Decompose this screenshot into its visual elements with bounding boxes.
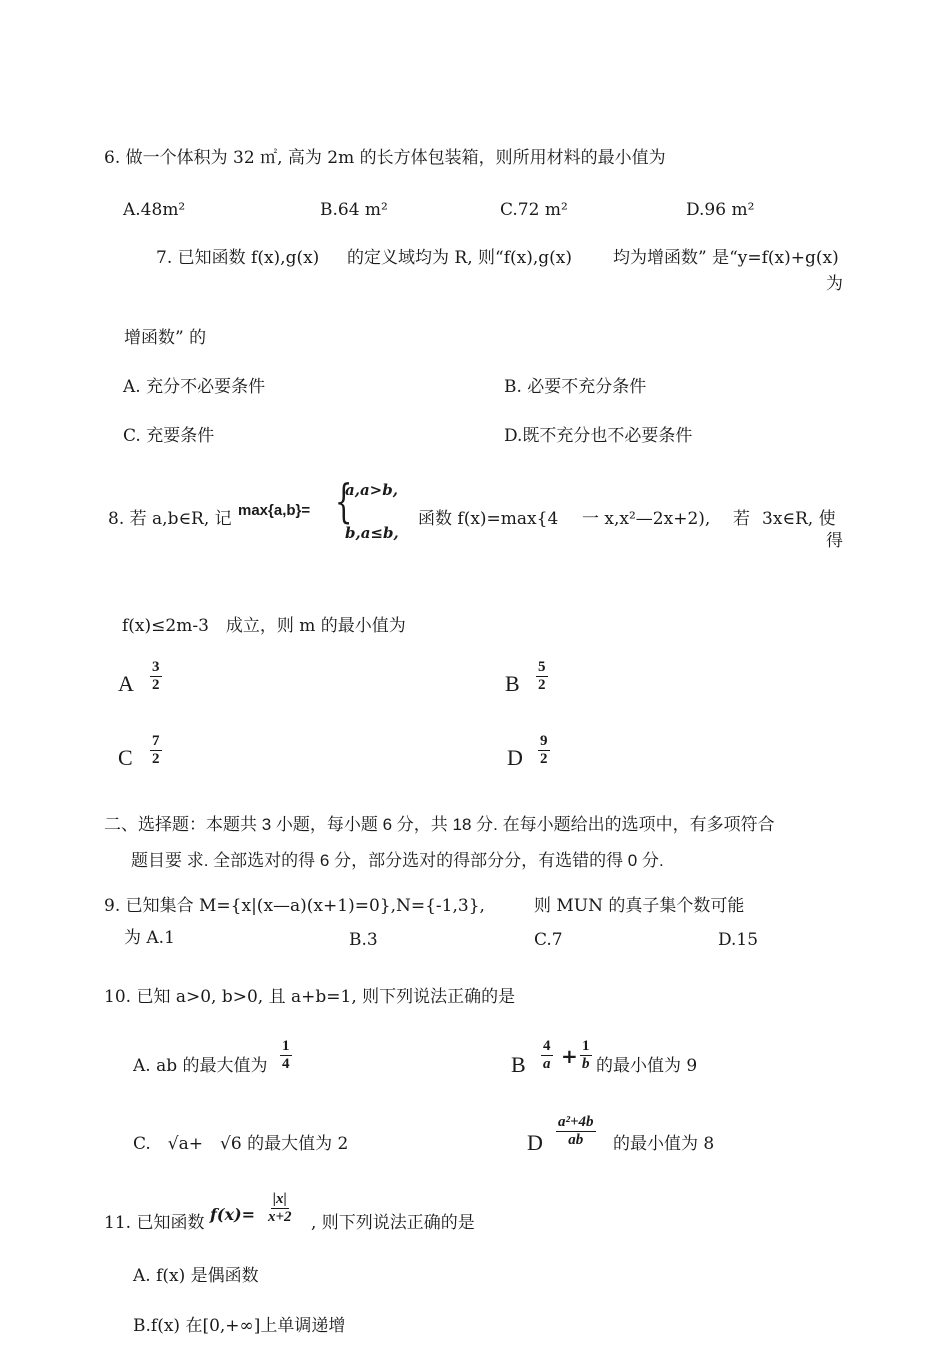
q7-option-d: D.既不充分也不必要条件 (504, 426, 693, 446)
q8-case-1: a,a>b, (345, 481, 398, 499)
section2-heading-line1: 二、选择题：本题共 3 小题，每小题 6 分，共 18 分. 在每小题给出的选项中，有多项符合 (104, 815, 775, 834)
q8-option-a-fraction (150, 660, 162, 693)
q8-option-a-num: 3 (152, 659, 160, 675)
q11-option-b: B.f(x) 在[0,+∞]上单调递增 (133, 1316, 346, 1336)
q8-option-c-letter: C (118, 745, 133, 770)
q7-stem-part5: 增函数” 的 (124, 328, 207, 348)
q8-option-b-den: 2 (538, 677, 546, 693)
q10-stem: 10. 已知 a>0, b>0, 且 a+b=1, 则下列说法正确的是 (104, 987, 516, 1007)
q10-option-b-plus: + (561, 1044, 578, 1068)
q8-option-d-num: 9 (540, 733, 548, 749)
section2-heading-line2: 题目要 求. 全部选对的得 6 分，部分选对的得部分分，有选错的得 0 分. (131, 851, 664, 870)
q10-option-a-fraction (280, 1039, 292, 1072)
q8-option-c-den: 2 (152, 751, 160, 767)
q7-stem-part1: 7. 已知函数 f(x),g(x) (156, 248, 320, 268)
q8-case-2: b,a≤b, (345, 524, 399, 542)
q10-option-b-fraction-1 (541, 1039, 553, 1072)
q7-option-c: C. 充要条件 (123, 426, 215, 446)
q11-stem-part2: , 则下列说法正确的是 (311, 1213, 475, 1233)
q10-option-b-den-1: a (543, 1056, 551, 1072)
q11-stem-part1: 11. 已知函数 (104, 1213, 205, 1233)
q8-option-a-den: 2 (152, 677, 160, 693)
q10-option-b-den-2: b (582, 1056, 590, 1072)
q8-stem-part2: 函数 f(x)=max{4 (418, 509, 559, 529)
q7-stem-part3: 均为增函数” 是“y=f(x)+g(x) (613, 248, 839, 268)
q10-option-d-letter: D (527, 1130, 543, 1155)
q10-option-a-den: 4 (282, 1056, 290, 1072)
q8-stem-part5: 3x∈R, 使 (762, 509, 836, 529)
q8-stem-part3: 一 x,x²—2x+2), (582, 509, 711, 529)
q6-option-d: D.96 m² (686, 200, 755, 220)
q8-option-b-num: 5 (538, 659, 546, 675)
q11-function-fraction (268, 1192, 292, 1225)
q8-option-b-fraction (536, 660, 548, 693)
q9-stem-part2: 则 MUN 的真子集个数可能 (534, 896, 745, 916)
q8-option-d-letter: D (507, 745, 523, 770)
q6-option-c: C.72 m² (500, 200, 568, 220)
q9-option-b: B.3 (349, 930, 378, 950)
q7-option-a: A. 充分不必要条件 (123, 377, 266, 397)
q10-option-b-num-1: 4 (543, 1038, 551, 1054)
q8-stem-part6: 得 (826, 531, 843, 551)
q8-option-d-den: 2 (540, 751, 548, 767)
q8-max-label: max{a,b}= (238, 502, 311, 519)
q8-stem-part7: f(x)≤2m-3 成立，则 m 的最小值为 (122, 616, 406, 636)
q8-stem-part4: 若 (733, 509, 750, 529)
q10-option-a-text: A. ab 的最大值为 (133, 1056, 268, 1076)
q10-option-d-text: 的最小值为 8 (613, 1134, 715, 1154)
q8-stem-part1: 8. 若 a,b∈R, 记 (108, 509, 232, 529)
q8-option-c-fraction (150, 734, 162, 767)
q11-function-num: |x| (272, 1191, 287, 1207)
q8-option-b-letter: B (505, 671, 520, 696)
q11-option-a: A. f(x) 是偶函数 (133, 1266, 259, 1286)
q11-function-label: f(x)= (210, 1205, 255, 1224)
q11-function-den: x+2 (268, 1209, 292, 1225)
q8-option-d-fraction (538, 734, 550, 767)
q10-option-d-den: ab (568, 1132, 584, 1148)
q10-option-d-num: a²+4b (558, 1114, 594, 1130)
q10-option-b-text: 的最小值为 9 (596, 1056, 698, 1076)
q9-option-a: 为 A.1 (124, 928, 175, 948)
q10-option-a-num: 1 (282, 1038, 290, 1054)
q6-option-a: A.48m² (123, 200, 186, 220)
q6-option-b: B.64 m² (320, 200, 388, 220)
piecewise-brace: { (334, 474, 353, 528)
q10-option-b-fraction-2 (580, 1039, 592, 1072)
q9-option-c: C.7 (534, 930, 563, 950)
q10-option-d-fraction (556, 1115, 596, 1148)
q8-option-a-letter: A (118, 671, 134, 696)
q10-option-b-letter: B (511, 1052, 526, 1077)
q7-stem-part2: 的定义域均为 R, 则“f(x),g(x) (347, 248, 572, 268)
q8-option-c-num: 7 (152, 733, 160, 749)
q10-option-b-num-2: 1 (582, 1038, 590, 1054)
q10-option-c-text: C. √a+ √6 的最大值为 2 (133, 1134, 349, 1154)
q9-stem-part1: 9. 已知集合 M={x|(x—a)(x+1)=0},N={-1,3}, (104, 896, 485, 916)
q9-option-d: D.15 (718, 930, 759, 950)
q6-stem: 6. 做一个体积为 32 ㎡, 高为 2m 的长方体包装箱，则所用材料的最小值为 (104, 148, 666, 168)
q7-option-b: B. 必要不充分条件 (504, 377, 647, 397)
q7-stem-part4: 为 (826, 274, 843, 294)
